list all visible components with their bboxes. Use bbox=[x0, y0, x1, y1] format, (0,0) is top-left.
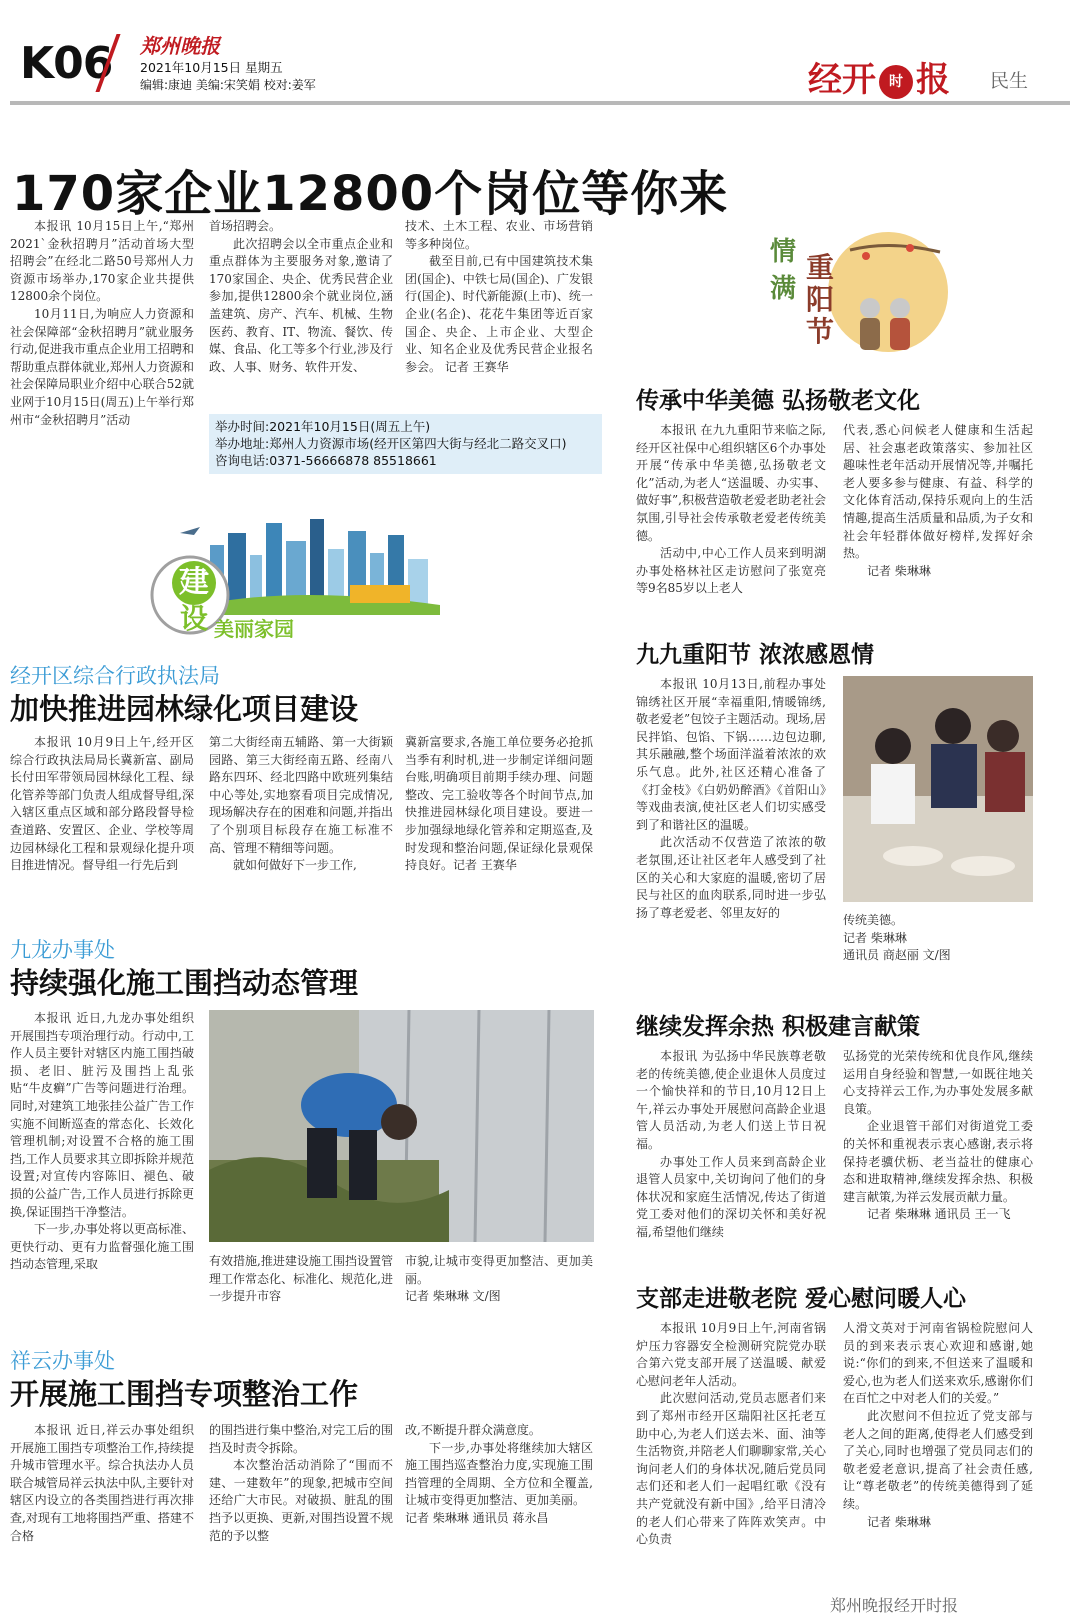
build-beautiful-home-banner bbox=[150, 505, 450, 645]
wechat-watermark: 郑州晚报经开时报 bbox=[830, 1596, 959, 1615]
paragraph: 下一步,办事处将继续加大辖区施工围挡巡查整治力度,实现施工围挡管理的全周期、全方位和全覆盖,让城市变得更加整洁、更加美丽。 bbox=[405, 1440, 593, 1508]
edition-brand bbox=[808, 52, 950, 101]
volunteer-col-2 bbox=[843, 1048, 1033, 1224]
paragraph: 就如何做好下一步工作, bbox=[233, 858, 357, 873]
byline: 记者 柴琳琳 bbox=[843, 930, 907, 945]
paragraph: 活动中,中心工作人员来到明湖办事处格林社区走访慰问了张宽亮等9名85岁以上老人 bbox=[636, 546, 826, 596]
gratitude-col-2 bbox=[843, 912, 1033, 965]
event-address: 举办地址:郑州人力资源市场(经开区第四大街与经北二路交叉口) bbox=[215, 436, 567, 451]
respect-col-1 bbox=[636, 422, 826, 598]
page-number: K06 bbox=[20, 38, 113, 89]
event-phone: 咨询电话:0371-56666878 85518661 bbox=[215, 453, 437, 468]
banner-char-2: 设 bbox=[180, 602, 209, 635]
issue-date: 2021年10月15日 星期五 bbox=[140, 60, 283, 75]
paragraph: 代表,悉心问候老人健康和生活起居、社会惠老政策落实、参加社区趣味性老年活动开展情况等,并嘱托老人要多参与健康、有益、科学的文化体育活动,保持乐观向上的生活情趣,提高生活质量和品质,为子女和社会年轻群体做好榜样,发挥好余热。 bbox=[843, 423, 1033, 561]
paragraph: 冀新富要求,各施工单位要务必抢抓当季有利时机,进一步制定详细问题台账,明确项目前期手续办理、问题整改、完工验收等各个时间节点,加快推进园林绿化项目建设。要进一步加强绿地绿化管养和定期巡查,及时发现和整治问题,保证绿化景观保持良好。记者 王赛华 bbox=[405, 735, 593, 873]
paragraph: 第二大街经南五辅路、第一大街颖园路、第三大街经南五路、经南八路东四环、经北四路中欧班列集结中心等处,实地察看项目完成情况,现场解决存在的困难和问题,并指出了个别项目标段存在施工标准不高、管理不精细等问题。 bbox=[209, 735, 393, 855]
story-kicker: 祥云办事处 bbox=[10, 1349, 115, 1373]
paragraph: 本报讯 10月13日,前程办事处锦绣社区开展“幸福重阳,情暖锦绣,敬老爱老”包饺子主题活动。现场,居民拌馅、包馅、下锅……边包边聊,其乐融融,整个场面洋溢着浓浓的欢乐气息。此外,社区还精心准备了《打金枝》《白奶奶醉酒》《首阳山》等戏曲表演,使社区老人们切实感受到了和谐社区的温暖。 bbox=[636, 677, 826, 832]
paragraph: 本报讯 10月15日上午,“郑州2021`金秋招聘月”活动首场大型招聘会”在经北二路50号郑州人力资源市场举办,170家企业共提供12800余个岗位。 bbox=[10, 219, 194, 304]
story-kicker: 九龙办事处 bbox=[10, 938, 115, 962]
event-time: 举办时间:2021年10月15日(周五上午) bbox=[215, 419, 431, 434]
story-title: 传承中华美德 弘扬敬老文化 bbox=[636, 388, 921, 414]
banner-text: 美丽家园 bbox=[214, 617, 294, 641]
lead-col-2 bbox=[209, 218, 393, 376]
nursing-col-1 bbox=[636, 1320, 826, 1549]
paragraph: 弘扬党的光荣传统和优良作风,继续运用自身经验和智慧,一如既往地关心支持祥云工作,为办事处发展多献良策。 bbox=[843, 1049, 1033, 1116]
jiulong-col-3 bbox=[405, 1253, 593, 1306]
byline: 记者 柴琳琳 通讯员 王一飞 bbox=[867, 1207, 1011, 1222]
paragraph: 本报讯 为弘扬中华民族尊老敬老的传统美德,使企业退休人员度过一个愉快祥和的节日,10月12日上午,祥云办事处开展慰问高龄企业退管人员活动,为老人们送上节日祝福。 bbox=[636, 1049, 826, 1151]
story-title: 支部走进敬老院 爱心慰问暖人心 bbox=[636, 1286, 967, 1312]
byline: 记者 柴琳琳 通讯员 蒋永昌 bbox=[405, 1510, 549, 1525]
gratitude-col-1 bbox=[636, 676, 826, 922]
jiulong-col-2 bbox=[209, 1253, 393, 1306]
xiangyun-col-1 bbox=[10, 1422, 194, 1545]
green-col-1 bbox=[10, 734, 194, 875]
paragraph: 下一步,办事处将以更高标准、更快行动、更有力监督强化施工围挡动态管理,采取 bbox=[10, 1222, 194, 1272]
volunteer-col-1 bbox=[636, 1048, 826, 1242]
paragraph: 此次慰问活动,党员志愿者们来到了郑州市经开区瑞阳社区托老互助中心,为老人们送去米、面、油等生活物资,并陪老人们聊聊家常,关心询问老人们的身体状况,随后党员同志们还和老人们一起唱红歌《没有共产党就没有新中国》,给平日清冷的老人们心带来了阵阵欢笑声。中心负责 bbox=[636, 1391, 826, 1547]
paragraph: 本报讯 近日,九龙办事处组织开展围挡专项治理行动。行动中,工作人员主要针对辖区内施工围挡破损、老旧、脏污及围挡上乱张贴“牛皮癣”广告等问题进行治理。同时,对建筑工地张挂公益广告工作实施不间断巡查的常态化、长效化管理机制;对设置不合格的施工围挡,工作人员要求其立即拆除并规范设置;对宣传内容陈旧、褪色、破损的公益广告,工作人员进行拆除更换,保证围挡干净整洁。 bbox=[10, 1011, 194, 1219]
nursing-col-2 bbox=[843, 1320, 1033, 1531]
brand-right: 报 bbox=[916, 60, 950, 100]
story-title: 加快推进园林绿化项目建设 bbox=[10, 692, 359, 726]
paragraph: 市貌,让城市变得更加整洁、更加美丽。 bbox=[405, 1254, 593, 1286]
paragraph: 此次慰问不但拉近了党支部与老人之间的距离,使得老人们感受到了关心,同时也增强了党员同志们的敬老爱老意识,提高了社会责任感,让“尊老敬老”的传统美德得到了延续。 bbox=[843, 1408, 1033, 1511]
green-col-2 bbox=[209, 734, 393, 875]
jiulong-col-1 bbox=[10, 1010, 194, 1274]
header-rule bbox=[10, 101, 1070, 105]
paragraph: 本报讯 近日,祥云办事处组织开展施工围挡专项整治工作,持续提升城市管理水平。综合执法办人员联合城管局祥云执法中队,主要针对辖区内设立的各类围挡进行再次排查,对现有工地将围挡严重、搭建不合格 bbox=[10, 1423, 194, 1543]
paper-name: 郑州晚报 bbox=[140, 34, 220, 58]
story-title: 开展施工围挡专项整治工作 bbox=[10, 1377, 359, 1411]
badge-text-1: 情 bbox=[770, 237, 797, 267]
paragraph: 技术、土木工程、农业、市场营销等多种岗位。 bbox=[405, 219, 593, 251]
worker-photo-illustration bbox=[209, 1010, 594, 1242]
byline: 记者 柴琳琳 文/图 bbox=[405, 1289, 501, 1304]
byline: 记者 柴琳琳 bbox=[867, 1514, 931, 1529]
paragraph: 企业退管干部们对街道党工委的关怀和重视表示衷心感谢,表示将保持老骥伏枥、老当益壮的健康心态和进取精神,继续发挥余热、积极建言献策,为祥云发展贡献力量。 bbox=[843, 1119, 1033, 1204]
badge-text-2: 满 bbox=[770, 274, 797, 304]
paragraph: 的围挡进行集中整治,对完工后的围挡及时责令拆除。 bbox=[209, 1423, 393, 1455]
paragraph: 人滑文英对于河南省锅检院慰问人员的到来表示衷心欢迎和感谢,她说:“你们的到来,不但送来了温暖和爱心,也为老人们送来欢乐,感谢你们在百忙之中对老人们的关爱。” bbox=[843, 1321, 1033, 1406]
lead-col-3 bbox=[405, 218, 593, 376]
elderly-couple-icon bbox=[770, 222, 970, 362]
lead-headline: 170家企业12800个岗位等你来 bbox=[12, 166, 729, 222]
byline: 记者 柴琳琳 bbox=[867, 563, 931, 578]
paragraph: 有效措施,推进建设施工围挡设置管理工作常态化、标准化、规范化,进一步提升市容 bbox=[209, 1254, 393, 1304]
event-info-box bbox=[209, 414, 602, 474]
paragraph: 首场招聘会。 bbox=[209, 219, 282, 233]
story-title: 九九重阳节 浓浓感恩情 bbox=[636, 642, 875, 668]
paragraph: 本报讯 10月9日上午,经开区综合行政执法局局长冀新富、副局长付田军带领局园林绿化工程、绿化管养等部门负责人组成督导组,深入辖区重点区域和部分路段督导检查道路、安置区、企业、学校等周边园林绿化工程和景观绿化提升项目推进情况。督导组一行先后到 bbox=[10, 735, 194, 873]
banner-char-1: 建 bbox=[172, 561, 216, 605]
dumpling-photo bbox=[843, 676, 1033, 902]
paragraph: 本次整治活动消除了“围而不建、一建数年”的现象,把城市空间还给广大市民。对破损、脏乱的围挡予以更换、更新,对围挡设置不规范的予以整 bbox=[209, 1458, 393, 1543]
paragraph: 本报讯 在九九重阳节来临之际,经开区社保中心组织辖区6个办事处开展“传承中华美德,弘扬敬老文化”活动,为老人“送温暖、办实事、做好事”,积极营造敬老爱老助老社会氛围,引导社会传承敬老爱老传统美德。 bbox=[636, 423, 826, 543]
paragraph: 10月11日,为响应人力资源和社会保障部“金秋招聘月”就业服务行动,促进我市重点企业用工招聘和帮助重点群体就业,郑州人力资源和社会保障局职业介绍中心联合52就业网于10月15日(周五)上午举行郑州市“金秋招聘月”活动 bbox=[10, 306, 194, 427]
story-title: 持续强化施工围挡动态管理 bbox=[10, 966, 359, 1000]
paragraph: 截至目前,已有中国建筑技术集团(国企)、中铁七局(国企)、广发银行(国企)、时代新能源(上市)、统一企业(名企)、花花牛集团等近百家国企、央企、上市企业、大型企业、知名企业及优秀民营企业报名参会。 记者 王赛华 bbox=[405, 254, 593, 374]
paragraph: 本报讯 10月9日上午,河南省锅炉压力容器安全检测研究院党办联合第六党支部开展了送温暖、献爱心慰问老年人活动。 bbox=[636, 1321, 826, 1388]
green-col-3 bbox=[405, 734, 593, 875]
paragraph: 此次活动不仅营造了浓浓的敬老氛围,还让社区老年人感受到了社区的关心和大家庭的温暖,密切了居民与社区的血肉联系,同时进一步弘扬了尊老爱老、邻里友好的 bbox=[636, 835, 826, 920]
paragraph: 办事处工作人员来到高龄企业退管人员家中,关切询问了他们的身体状况和家庭生活情况,传达了街道党工委对他们的深切关怀和美好祝福,希望他们继续 bbox=[636, 1154, 826, 1239]
story-title: 继续发挥余热 积极建言献策 bbox=[636, 1014, 921, 1040]
paragraph: 此次招聘会以全市重点企业和重点群体为主要服务对象,邀请了170家国企、央企、优秀民营企业参加,提供12800余个就业岗位,涵盖建筑、房产、汽车、机械、生物医药、教育、IT、物流、餐饮、传媒、食品、化工等多个行业,涉及行政、人事、财务、软件开发、 bbox=[209, 236, 393, 374]
chongyang-badge bbox=[770, 222, 970, 362]
fence-inspection-photo bbox=[209, 1010, 594, 1242]
brand-ball: 时 bbox=[879, 65, 913, 99]
staff-credits: 编辑:康迪 美编:宋笑娟 校对:姜军 bbox=[140, 78, 316, 92]
lead-col-1 bbox=[10, 218, 194, 429]
paragraph: 改,不断提升群众满意度。 bbox=[405, 1423, 541, 1437]
brand-left: 经开 bbox=[808, 60, 876, 100]
respect-col-2 bbox=[843, 422, 1033, 580]
xiangyun-col-2 bbox=[209, 1422, 393, 1545]
badge-title: 重阳节 bbox=[806, 251, 835, 348]
xiangyun-col-3 bbox=[405, 1422, 593, 1528]
byline: 通讯员 商赵丽 文/图 bbox=[843, 948, 951, 963]
paragraph: 传统美德。 bbox=[843, 913, 904, 927]
dumpling-making-illustration bbox=[843, 676, 1033, 902]
story-kicker: 经开区综合行政执法局 bbox=[10, 664, 220, 688]
section-label: 民生 bbox=[990, 70, 1029, 92]
